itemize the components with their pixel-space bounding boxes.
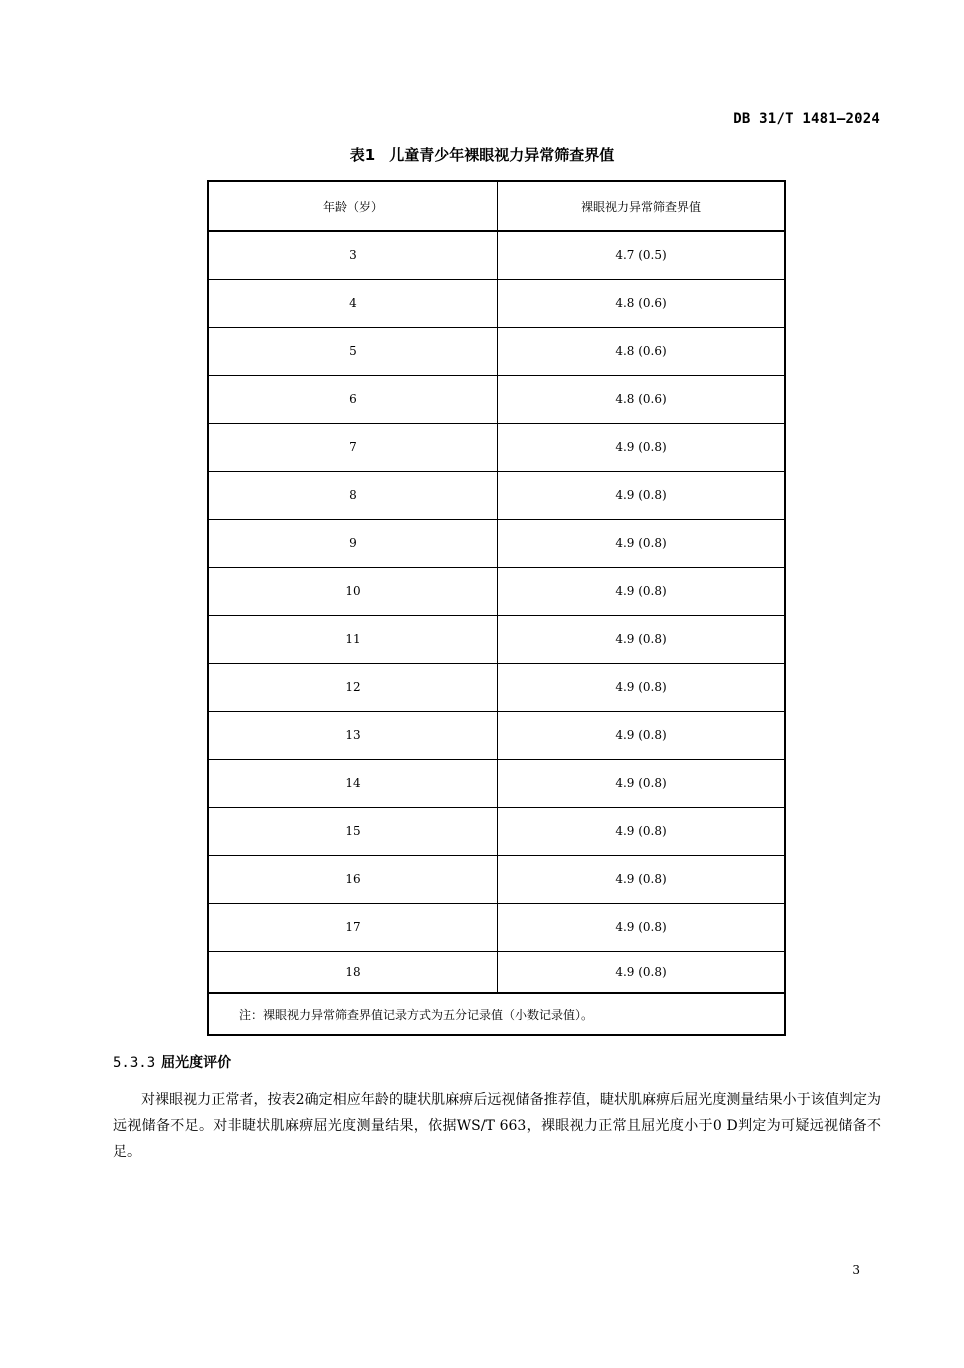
body-paragraph: 对裸眼视力正常者，按表2确定相应年龄的睫状肌麻痹后远视储备推荐值，睫状肌麻痹后屈光度测量结果小于该值判定为远视储备不足。对非睫状肌麻痹屈光度测量结果，依据WS/T 663，裸眼视力正常且屈光度小于0 D判定为可疑远视储备不足。 xyxy=(113,1092,881,1160)
table-row xyxy=(208,327,785,375)
table-row xyxy=(208,855,785,903)
age-cell: 14 xyxy=(208,759,498,807)
threshold-cell: 4.8 (0.6) xyxy=(498,375,786,423)
table-row xyxy=(208,471,785,519)
age-cell: 4 xyxy=(208,279,498,327)
threshold-cell: 4.9 (0.8) xyxy=(498,759,786,807)
document-id: DB 31/T 1481—2024 xyxy=(733,111,880,127)
threshold-cell: 4.9 (0.8) xyxy=(498,711,786,759)
column-header-threshold: 裸眼视力异常筛查界值 xyxy=(498,181,786,231)
age-cell: 9 xyxy=(208,519,498,567)
table-note: 注：裸眼视力异常筛查界值记录方式为五分记录值（小数记录值）。 xyxy=(208,993,785,1035)
table-row xyxy=(208,423,785,471)
table-row xyxy=(208,279,785,327)
threshold-cell: 4.9 (0.8) xyxy=(498,903,786,951)
table-row xyxy=(208,903,785,951)
threshold-cell: 4.9 (0.8) xyxy=(498,663,786,711)
threshold-cell: 4.9 (0.8) xyxy=(498,615,786,663)
threshold-cell: 4.9 (0.8) xyxy=(498,855,786,903)
age-cell: 15 xyxy=(208,807,498,855)
table-title-number: 表1 xyxy=(349,146,376,164)
threshold-cell: 4.9 (0.8) xyxy=(498,951,786,993)
table-row xyxy=(208,711,785,759)
age-cell: 13 xyxy=(208,711,498,759)
age-cell: 11 xyxy=(208,615,498,663)
age-cell: 7 xyxy=(208,423,498,471)
age-cell: 12 xyxy=(208,663,498,711)
table-row xyxy=(208,375,785,423)
age-cell: 8 xyxy=(208,471,498,519)
section-number: 5.3.3 xyxy=(113,1055,156,1071)
age-cell: 18 xyxy=(208,951,498,993)
table-row xyxy=(208,807,785,855)
threshold-cell: 4.9 (0.8) xyxy=(498,471,786,519)
table-row xyxy=(208,567,785,615)
threshold-cell: 4.7 (0.5) xyxy=(498,231,786,279)
age-cell: 16 xyxy=(208,855,498,903)
table-row xyxy=(208,951,785,993)
threshold-cell: 4.8 (0.6) xyxy=(498,327,786,375)
table-title xyxy=(0,144,964,165)
table-row xyxy=(208,759,785,807)
age-cell: 6 xyxy=(208,375,498,423)
column-header-age: 年龄（岁） xyxy=(208,181,498,231)
section-title: 屈光度评价 xyxy=(161,1055,232,1071)
threshold-cell: 4.9 (0.8) xyxy=(498,519,786,567)
age-cell: 17 xyxy=(208,903,498,951)
age-cell: 3 xyxy=(208,231,498,279)
table-header-row xyxy=(208,181,785,231)
age-cell: 10 xyxy=(208,567,498,615)
table-title-text: 儿童青少年裸眼视力异常筛查界值 xyxy=(389,146,615,164)
table-row xyxy=(208,615,785,663)
threshold-cell: 4.9 (0.8) xyxy=(498,567,786,615)
table-row xyxy=(208,231,785,279)
section-heading xyxy=(113,1052,231,1072)
vision-screening-table xyxy=(207,180,786,1036)
age-cell: 5 xyxy=(208,327,498,375)
table-note-row xyxy=(208,993,785,1035)
page-number: 3 xyxy=(852,1263,860,1277)
table-row xyxy=(208,663,785,711)
table-row xyxy=(208,519,785,567)
threshold-cell: 4.9 (0.8) xyxy=(498,807,786,855)
threshold-cell: 4.9 (0.8) xyxy=(498,423,786,471)
threshold-cell: 4.8 (0.6) xyxy=(498,279,786,327)
